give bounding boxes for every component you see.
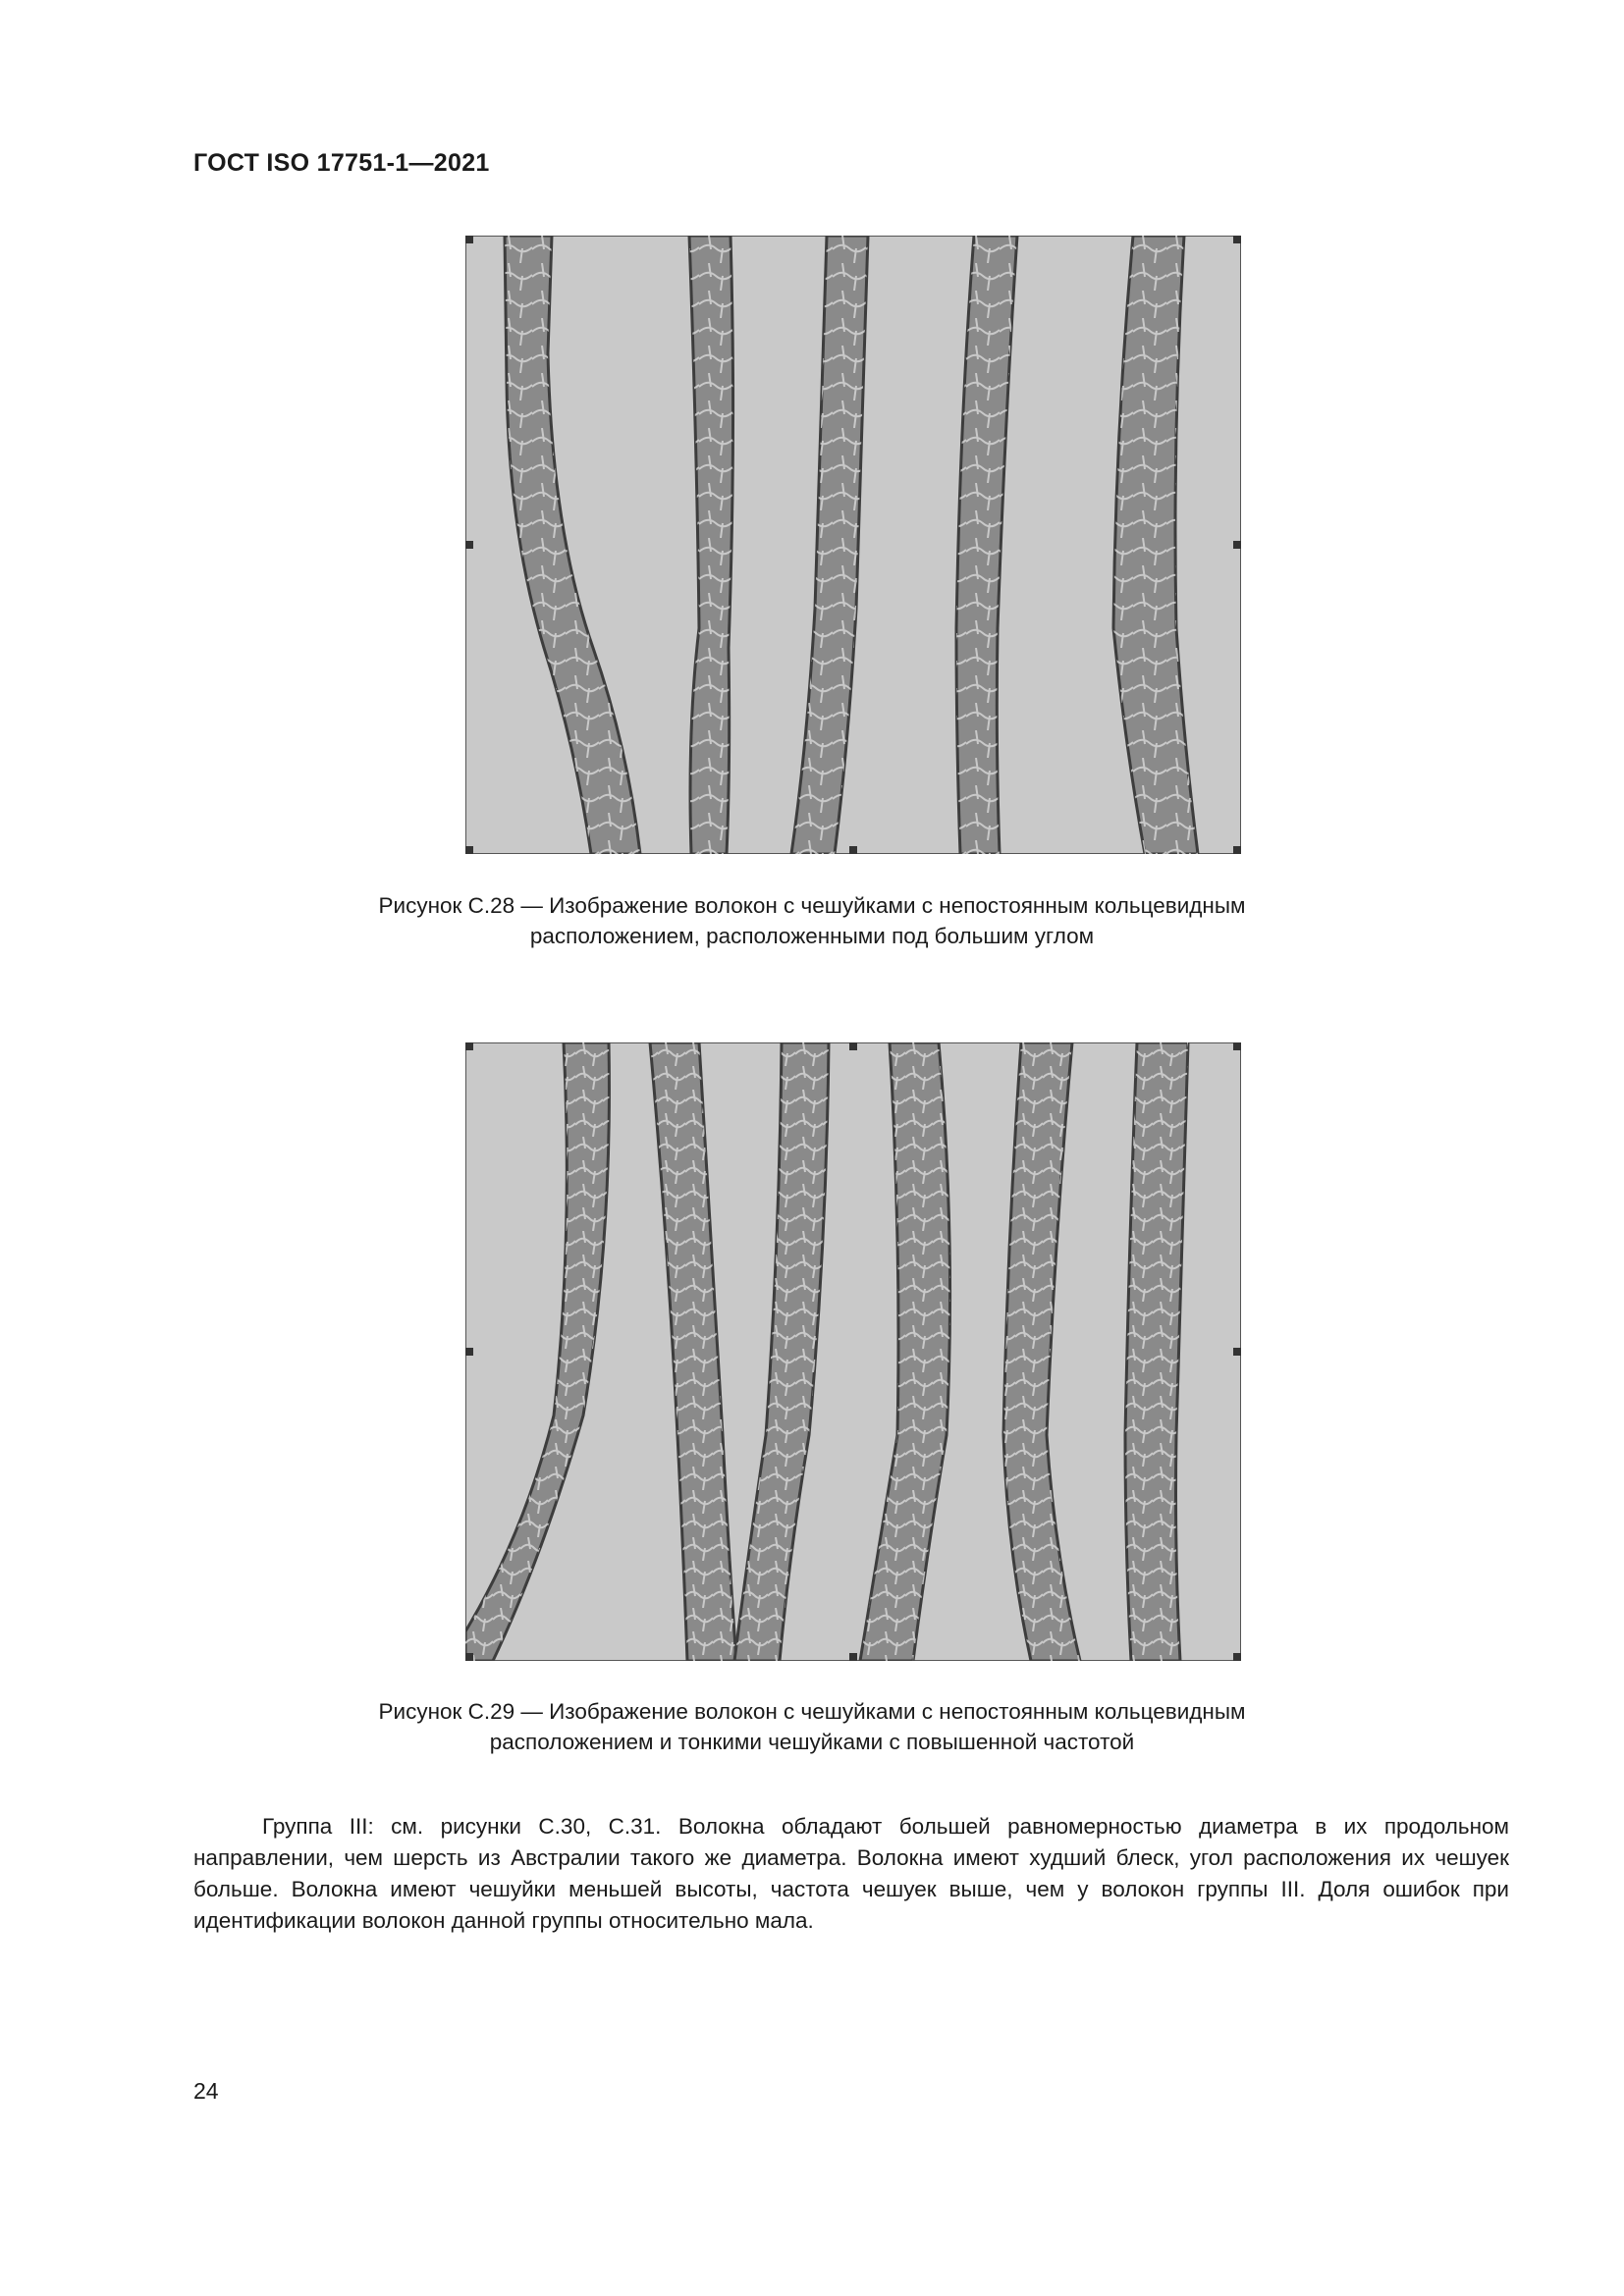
caption-line: расположением, расположенными под большим углом bbox=[529, 924, 1095, 948]
figure-c29-caption bbox=[295, 1696, 1329, 1757]
fiber-micrograph-image bbox=[465, 1042, 1241, 1661]
page-number: 24 bbox=[193, 2078, 219, 2104]
caption-line: Рисунок С.28 — Изображение волокон с чешуйками с непостоянным кольцевидным bbox=[378, 893, 1246, 918]
caption-line: расположением и тонкими чешуйками с повышенной частотой bbox=[489, 1730, 1135, 1754]
document-header: ГОСТ ISO 17751-1—2021 bbox=[193, 149, 490, 177]
fiber-micrograph-image bbox=[465, 236, 1241, 854]
caption-line: Рисунок С.29 — Изображение волокон с чешуйками с непостоянным кольцевидным bbox=[378, 1699, 1246, 1724]
figure-c29-micrograph bbox=[465, 1042, 1241, 1661]
figure-c28-caption bbox=[295, 890, 1329, 951]
group-iii-paragraph: Группа III: см. рисунки С.30, С.31. Волокна обладают большей равномерностью диаметра в их продольном направлении, чем шерсть из Австралии такого же диаметра. Волокна имеют худший блеск, угол расположения их чешуек больше. Волокна имеют чешуйки меньшей высоты, частота чешуек выше, чем у волокон группы III. Доля ошибок при идентификации волокон данной группы относительно мала. bbox=[193, 1813, 1509, 1933]
figure-c28-micrograph bbox=[465, 236, 1241, 854]
